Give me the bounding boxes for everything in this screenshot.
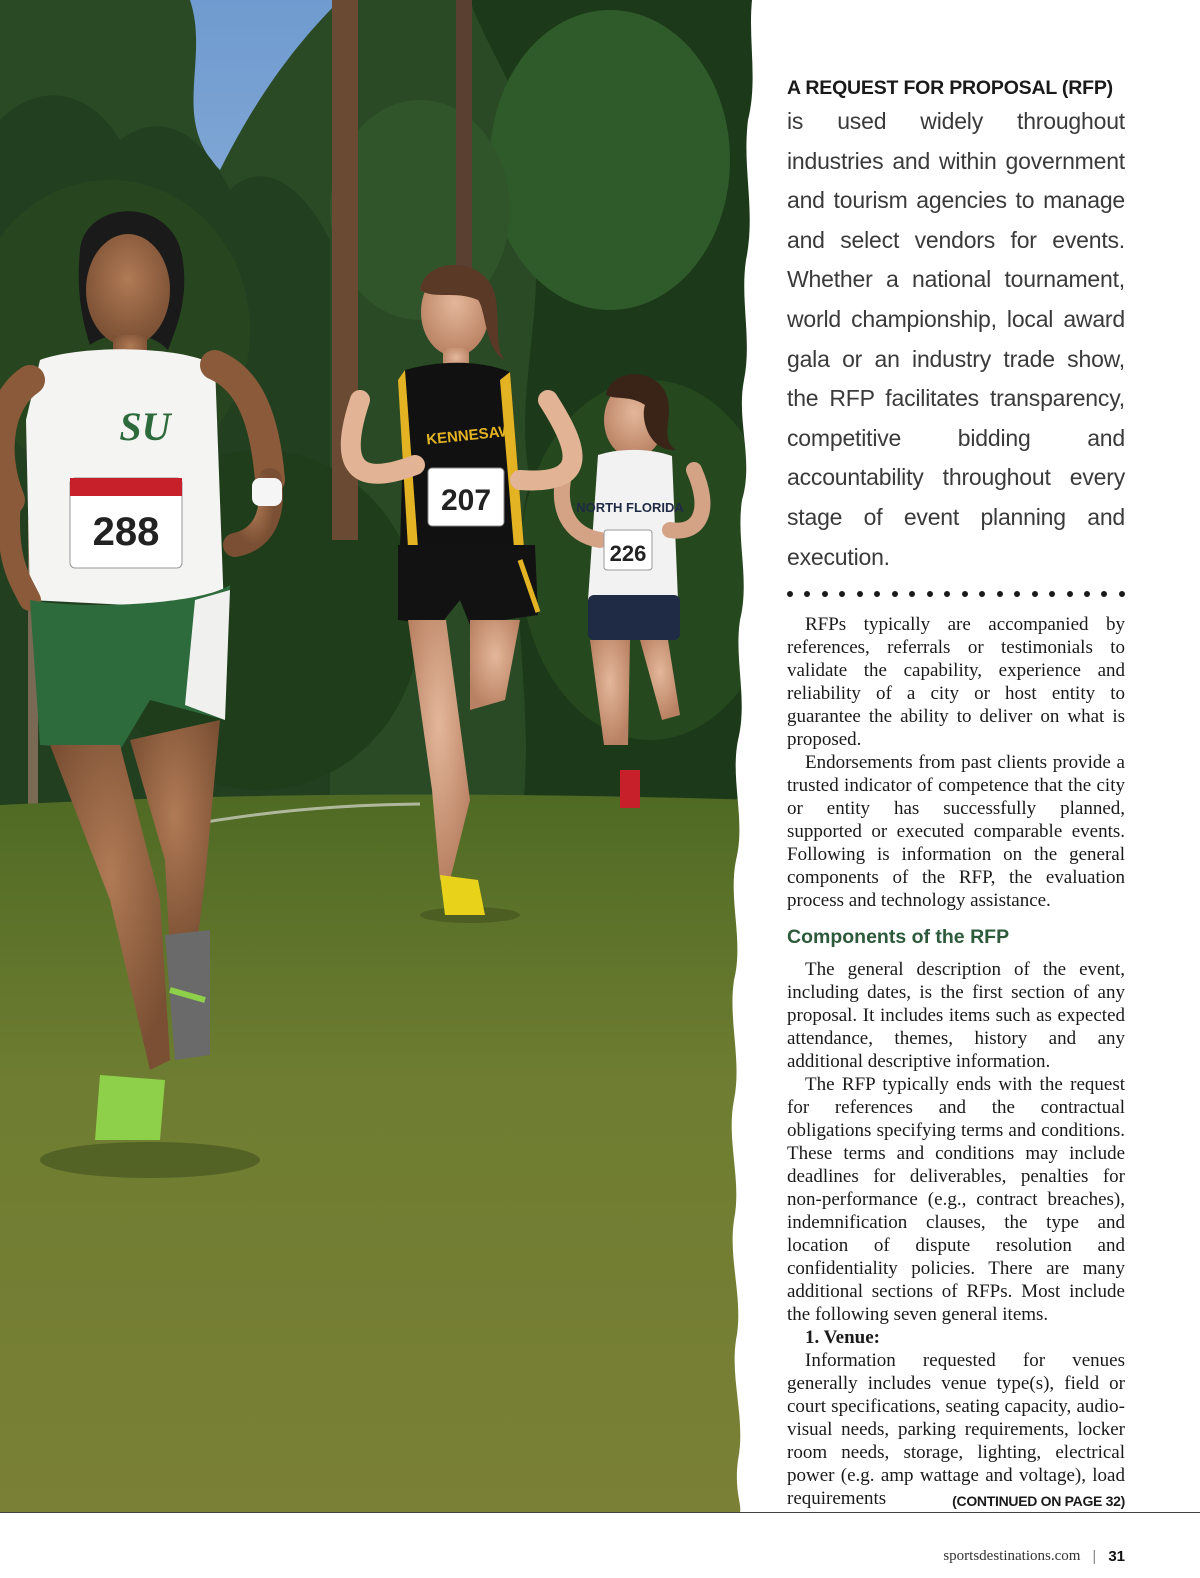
jersey-kennesaw: KENNESAW xyxy=(425,422,514,449)
venue-text: Information requested for venues generally includes venue type(s), field or court specifications, seating capacity, audio-visual needs, parking requirements, locker room needs, storage, lighting, electrical power (e.g. amp wattage and voltage), load requirements xyxy=(787,1350,1125,1510)
paragraph-venue xyxy=(787,1349,1125,1510)
paragraph-endorsements: Endorsements from past clients provide a trusted indicator of competence that the city or entity has successfully planned, supported or executed comparable events. Following is information on the general components of the RFP, the evaluation process and technology assistance. xyxy=(787,752,1125,912)
footer-site: sportsdestinations.com xyxy=(943,1548,1081,1564)
section-heading: Components of the RFP xyxy=(787,926,1010,949)
jersey-north-florida: NORTH FLORIDA xyxy=(576,500,684,515)
article-intro: is used widely throughout industries and within government and tourism agencies to manage and select vendors for events. Whether a national tournament, world championship, local award gala or an industry trade show, the RFP facilitates transparency, competitive bidding and accountability throughout every stage of event planning and execution. xyxy=(787,108,1125,570)
article-body xyxy=(787,613,1125,1510)
bib-226: 226 xyxy=(609,541,647,566)
paragraph-general-description: The general description of the event, including dates, is the first section of any proposal. It includes items such as expected attendance, themes, history and any additional descriptive information. xyxy=(787,959,1125,1073)
continued-notice: (CONTINUED ON PAGE 32) xyxy=(952,1493,1125,1510)
dotted-divider xyxy=(787,591,1125,601)
page-number: 31 xyxy=(1108,1548,1125,1565)
page-footer xyxy=(943,1548,1125,1565)
footer-rule xyxy=(0,1512,1200,1513)
article-kicker: A REQUEST FOR PROPOSAL (RFP) xyxy=(787,77,1113,99)
footer-separator: | xyxy=(1092,1548,1097,1565)
article-column xyxy=(787,74,1125,1513)
item-venue-heading: 1. Venue: xyxy=(805,1327,880,1349)
bib-288: 288 xyxy=(92,510,160,554)
jersey-su: SU xyxy=(119,404,171,449)
bib-207: 207 xyxy=(440,484,492,517)
paragraph-contract-terms: The RFP typically ends with the request for references and the contractual obligations specifying terms and conditions. These terms and conditions may include deadlines for deliverables, penalties for non-performance (e.g., contract breaches), indemnification clauses, the type and location of dispute resolution and confidentiality policies. There are many additional sections of RFPs. Most include the following seven general items. xyxy=(787,1074,1125,1326)
paragraph-references: RFPs typically are accompanied by references, referrals or testimonials to validate the capability, experience and reliability of a city or host entity to guarantee the ability to deliver on what is proposed. xyxy=(787,614,1125,751)
